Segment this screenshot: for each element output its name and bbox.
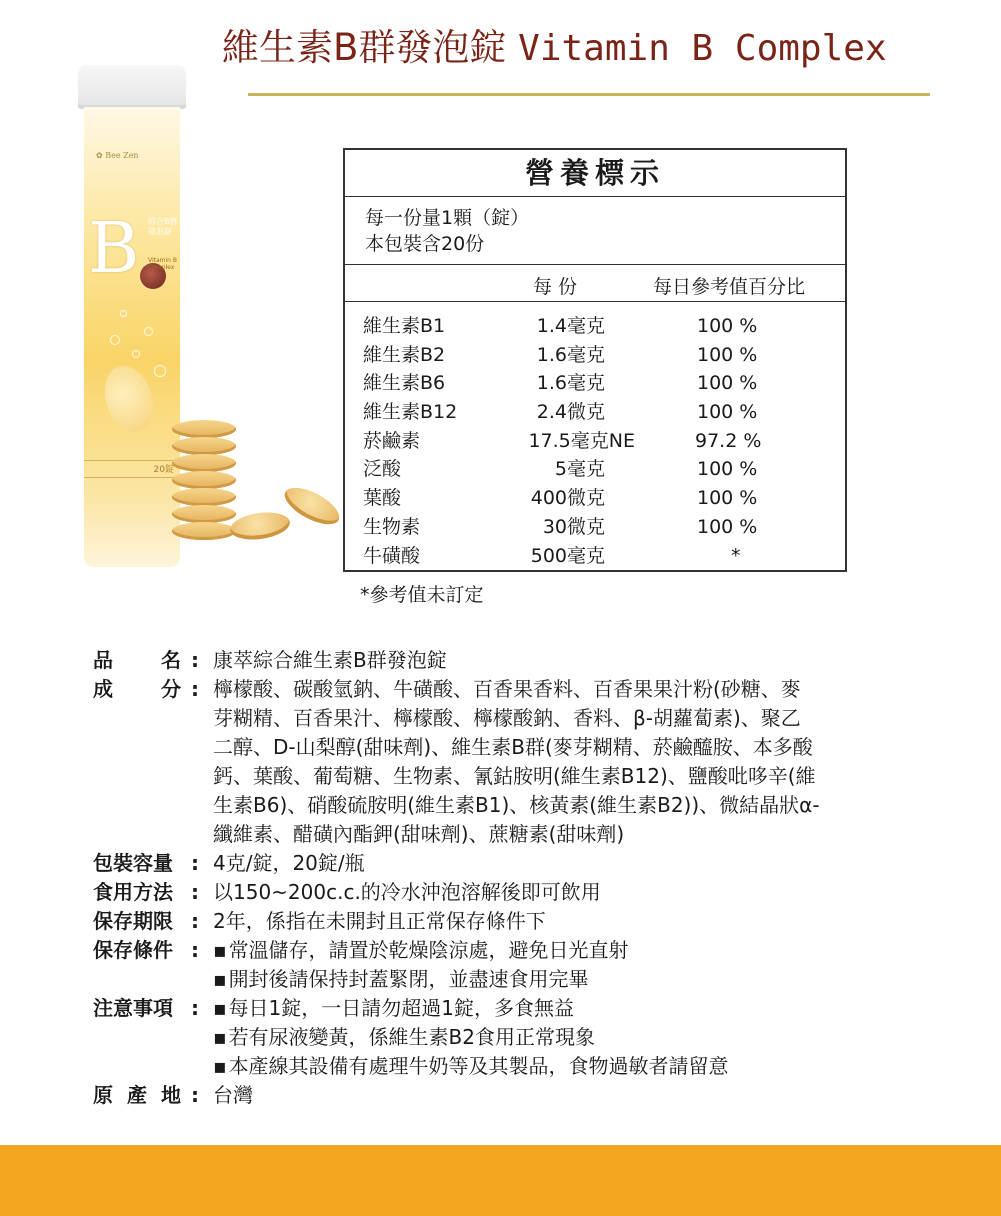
spec-label: 包裝容量 [93, 851, 173, 875]
spec-shelf-life: 保存期限 : 2年，係指在未開封且正常保存條件下 [93, 907, 933, 936]
nutrient-row [345, 398, 845, 427]
bubble [110, 335, 120, 345]
spec-package: 包裝容量 : 4克/錠，20錠/瓶 [93, 849, 933, 878]
tablet [172, 471, 236, 489]
nutrient-pct: 100 % [697, 401, 758, 424]
spec-notes: 注意事項 : ▪ 每日1錠，一日請勿超過1錠，多食無益 ▪ 若有尿液變黃，係維生素B2食用正常現象 ▪ 本產線其設備有處理牛奶等及其製品，食物過敏者請留意 [93, 994, 933, 1081]
spec-value: 以150~200c.c.的冷水沖泡溶解後即可飲用 [213, 880, 601, 904]
spec-value [213, 994, 933, 1081]
spec-label: 食用方法 [93, 880, 173, 904]
col-per-serving: 每 份 [533, 276, 578, 298]
tube-label-cn: 綜合B群發泡錠 [148, 217, 178, 236]
nutrient-row [345, 484, 845, 513]
nutrient-amount: 17.5毫克NE [528, 429, 635, 452]
title-en: Vitamin B Complex [518, 28, 887, 69]
nutrient-amount: 500毫克 [530, 544, 605, 567]
nutrient-row [345, 542, 845, 571]
spec-value [213, 675, 933, 849]
nutrient-name: 維生素B2 [363, 343, 446, 366]
nutrient-pct: 100 % [697, 458, 758, 481]
storage-item: ▪ 常溫儲存，請置於乾燥陰涼處，避免日光直射 [213, 936, 933, 965]
spec-label: 成 分 [93, 677, 181, 701]
nutrient-pct: 97.2 % [695, 429, 762, 452]
nutrient-amount: 1.6毫克 [536, 343, 605, 366]
nutrient-row [345, 341, 845, 370]
nutrient-amount: 30微克 [542, 515, 605, 538]
tube-body [84, 107, 180, 567]
nutrition-title: 營養標示 [345, 150, 845, 197]
nutrient-pct: 100 % [697, 372, 758, 395]
spec-label: 品 名 [93, 648, 181, 672]
nutrient-name: 維生素B6 [363, 372, 446, 395]
bubble [120, 310, 127, 317]
nutrient-amount: 1.4毫克 [536, 315, 605, 337]
spec-label: 原 產 地 [93, 1083, 181, 1107]
nutrient-pct: 100 % [697, 343, 758, 366]
tube-label-en: Vitamin B Complex [148, 257, 178, 271]
bubble [144, 327, 153, 336]
nutrient-name: 生物素 [363, 515, 421, 538]
nutrient-amount: 2.4微克 [536, 401, 605, 424]
tube-cap [78, 65, 186, 109]
spec-storage: 保存條件 : ▪ 常溫儲存，請置於乾燥陰涼處，避免日光直射 ▪ 開封後請保持封蓋緊閉，並盡速食用完畢 [93, 936, 933, 994]
nutrient-row [345, 455, 845, 484]
nutrient-name: 泛酸 [363, 458, 402, 481]
title-cn: 維生素B群發泡錠 [222, 26, 507, 69]
nutrient-name: 維生素B12 [363, 401, 458, 424]
product-illustration [70, 65, 360, 555]
ingredient-line: 二醇、D-山梨醇(甜味劑)、維生素B群(麥芽糊精、菸鹼醯胺、本多酸 [213, 735, 813, 759]
ingredient-line: 纖維素、醋磺內酯鉀(甜味劑)、蔗糖素(甜味劑) [213, 822, 625, 846]
nutrient-pct: 100 % [697, 487, 758, 510]
nutrient-row [345, 312, 845, 341]
tablet [172, 505, 236, 523]
nutrient-pct: 100 % [697, 315, 758, 337]
spec-label: 保存期限 [93, 909, 173, 933]
servings-per-pack: 本包裝含20份 [365, 233, 485, 255]
spec-value: 台灣 [213, 1083, 253, 1107]
ingredient-line: 檸檬酸、碳酸氫鈉、牛磺酸、百香果香料、百香果果汁粉(砂糖、麥 [213, 677, 801, 701]
spec-usage: 食用方法 : 以150~200c.c.的冷水沖泡溶解後即可飲用 [93, 878, 933, 907]
bubble [132, 350, 140, 358]
storage-item: ▪ 開封後請保持封蓋緊閉，並盡速食用完畢 [213, 965, 933, 994]
ingredient-line: 鈣、葉酸、葡萄糖、生物素、氰鈷胺明(維生素B12)、鹽酸吡哆辛(維 [213, 764, 816, 788]
nutrient-row [345, 513, 845, 542]
nutrient-name: 菸鹼素 [363, 429, 421, 452]
tablet [172, 437, 236, 455]
nutrient-pct: 100 % [697, 515, 758, 538]
spec-value: 2年，係指在未開封且正常保存條件下 [213, 909, 546, 933]
tablet [172, 488, 236, 506]
spec-name: 品 名 : 康萃綜合維生素B群發泡錠 [93, 646, 933, 675]
tube-count: 20錠 [84, 460, 180, 478]
spec-label: 注意事項 [93, 996, 173, 1020]
col-daily-value: 每日參考值百分比 [653, 276, 806, 298]
tablet [172, 454, 236, 472]
footer-bar [0, 1145, 1001, 1216]
nutrient-row [345, 427, 845, 456]
spec-value [213, 936, 933, 994]
nutrition-rows [345, 302, 845, 570]
spec-label: 保存條件 [93, 938, 173, 962]
spec-value: 康萃綜合維生素B群發泡錠 [213, 648, 447, 672]
nutrient-name: 維生素B1 [363, 315, 446, 337]
nutrient-name: 葉酸 [363, 487, 402, 510]
tube-letter: B [88, 207, 140, 289]
spec-origin: 原 產 地 : 台灣 [93, 1081, 933, 1110]
nutrient-amount: 400微克 [530, 487, 605, 510]
nutrient-pct: * [731, 544, 741, 567]
nutrient-amount: 5毫克 [554, 458, 605, 481]
tablet [172, 420, 236, 438]
product-specs [93, 646, 933, 1110]
nutrient-row [345, 369, 845, 398]
nutrient-amount: 1.6毫克 [536, 372, 605, 395]
serving-size: 每一份量1顆（錠） [365, 207, 530, 229]
spec-value: 4克/錠，20錠/瓶 [213, 851, 365, 875]
ingredient-line: 生素B6)、硝酸硫胺明(維生素B1)、核黃素(維生素B2))、微結晶狀α- [213, 793, 820, 817]
note-item: ▪ 每日1錠，一日請勿超過1錠，多食無益 [213, 994, 933, 1023]
nutrition-facts-table [343, 148, 847, 572]
note-item: ▪ 若有尿液變黃，係維生素B2食用正常現象 [213, 1023, 933, 1052]
brand-logo: ✿ Bee Zen [96, 151, 139, 160]
nutrition-footnote: *參考值未訂定 [360, 584, 484, 606]
tablet [172, 522, 236, 540]
bubble [154, 365, 166, 377]
nutrient-name: 牛磺酸 [363, 544, 421, 567]
nutrition-header [345, 265, 845, 302]
tablet [228, 509, 291, 543]
note-item: ▪ 本產線其設備有處理牛奶等及其製品，食物過敏者請留意 [213, 1052, 933, 1081]
serving-info [345, 197, 845, 265]
spec-ingredients: 成 分 : 檸檬酸、碳酸氫鈉、牛磺酸、百香果香料、百香果果汁粉(砂糖、麥 芽糊精、百香果汁、檸檬酸、檸檬酸鈉、香料、β-胡蘿蔔素)、聚乙 二醇、D-山梨醇(甜味劑)、維生素B群(麥芽糊精、菸鹼醯胺、本多酸 鈣、葉酸、葡萄糖、生物素、氰鈷胺明(維生素B12)、鹽酸吡哆辛(維 生素B6)、硝酸硫胺明(維生素B1)、核黃素(維生素B2))、微結晶狀α- 纖維素、醋磺內酯鉀(甜味劑)、蔗糖素(甜味劑) [93, 675, 933, 849]
ingredient-line: 芽糊精、百香果汁、檸檬酸、檸檬酸鈉、香料、β-胡蘿蔔素)、聚乙 [213, 706, 801, 730]
